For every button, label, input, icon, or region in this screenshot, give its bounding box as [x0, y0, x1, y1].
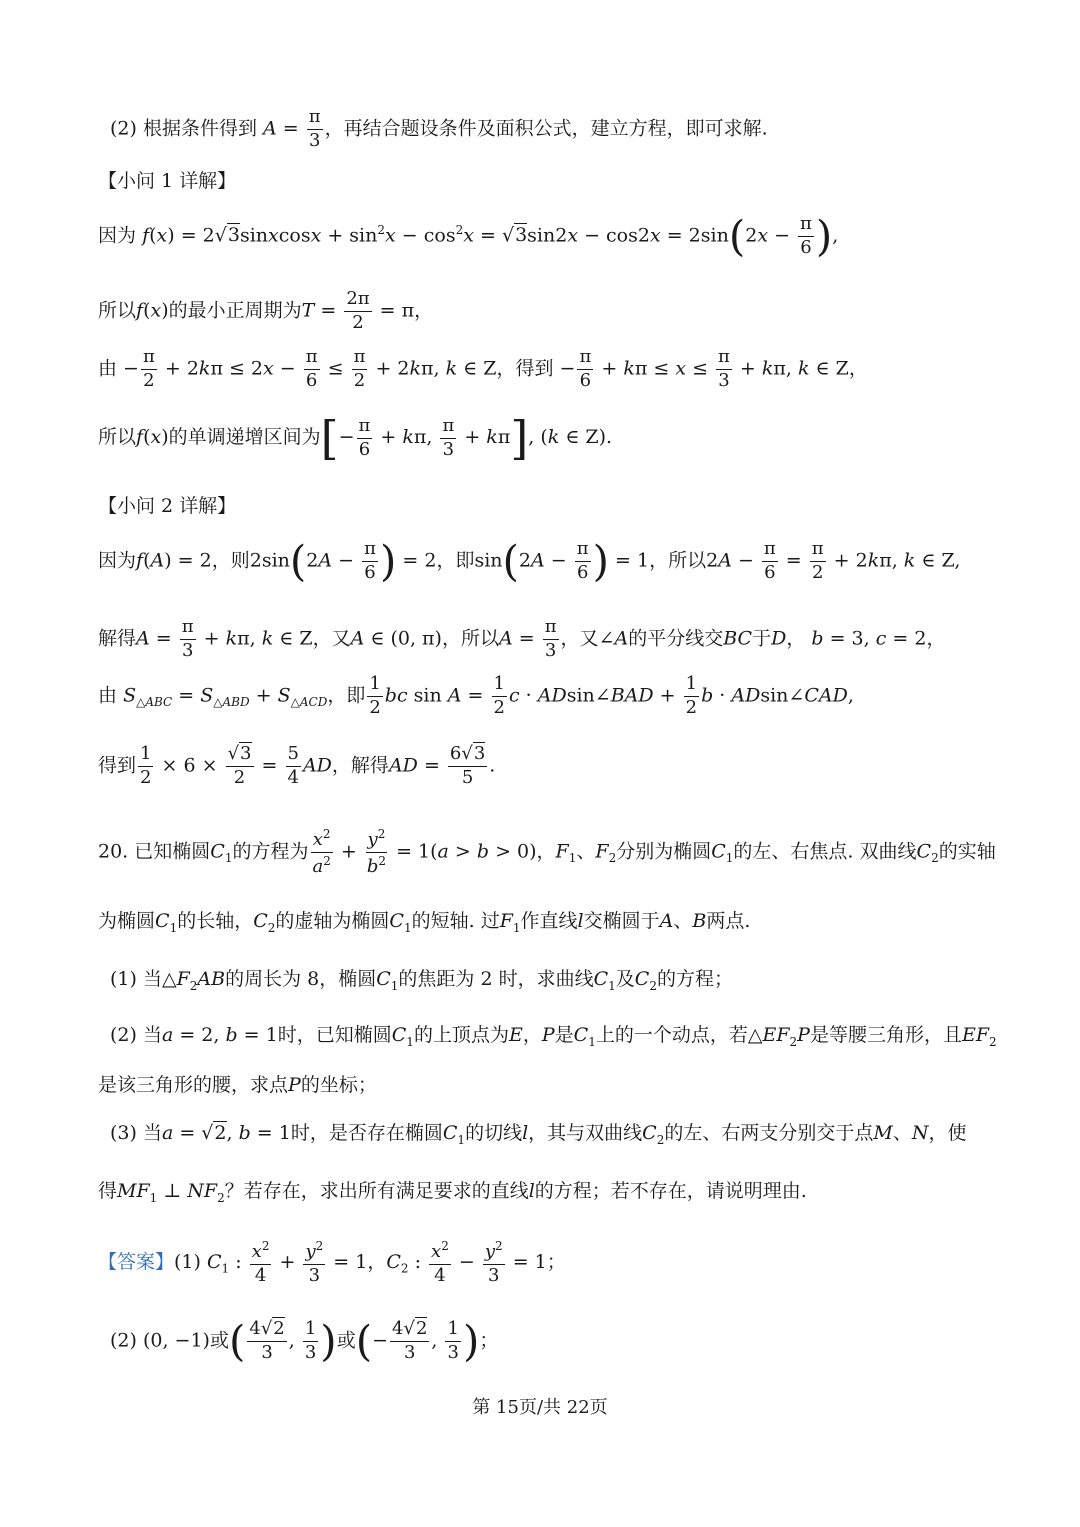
q1-line-2: 所以f(x)的最小正周期为T = $\frac{2\pi}{2}$ = π， — [98, 288, 434, 333]
q2-line-1: 因为f(A) = 2，则2sin(2A − $\frac{\pi}{6}$ ) = 2，即sin(2A − $\frac{\pi}{6}$ ) = 1，所以2A − $\frac{\pi}{6}$ = $\frac{\pi}{2}$ + 2kπ, k ∈ Z, — [98, 536, 961, 586]
q2-line-3: 由 $S_{\triangle ABC} = S_{\triangle ABD} + S_{\triangle ACD}$，即 $\frac{1}{2}$ bc sin A = $\frac{1}{2}$ c · ADsin∠BAD + $\frac{1}{2}$ b · ADsin∠CAD, — [98, 673, 854, 718]
problem-20-line-2: 为椭圆$C_1$的长轴，$C_2$的虚轴为椭圆$C_1$的短轴. 过$F_1$作直线l交椭圆于A、B两点. — [98, 910, 751, 935]
hint-2: (2) 根据条件得到 A = $\frac{\pi}{3}$ ，再结合题设条件及面积公式，建立方程，即可求解. — [110, 106, 768, 151]
problem-20-part-2-cont: 是该三角形的腰，求点P的坐标； — [98, 1074, 377, 1096]
q2-line-2: 解得A = $\frac{\pi}{3}$ + kπ, k ∈ Z，又A ∈ (0, π)，所以A = $\frac{\pi}{3}$ ，又∠A的平分线交BC于D， b = 3, c = 2， — [98, 616, 946, 661]
section-header-q1: 【小问 1 详解】 — [98, 170, 237, 192]
problem-20-part-3: (3) 当a = √2, b = 1时，是否存在椭圆$C_1$的切线l，其与双曲线$C_2$的左、右两支分别交于点M、N，使 — [110, 1122, 967, 1147]
answer-line-1: 【答案】(1) $C_1$ : $\frac{x^2}{4}$ + $\frac{y^2}{3}$ = 1，$C_2$ : $\frac{x^2}{4}$ − $\frac{y^2}{3}$ = 1； — [98, 1239, 566, 1286]
problem-20-part-2: (2) 当a = 2, b = 1时，已知椭圆$C_1$的上顶点为E，P是$C_1$上的一个动点，若$\triangle EF_2P$是等腰三角形，且$EF_2$ — [110, 1024, 997, 1049]
q1-line-3: 由 − $\frac{\pi}{2}$ + 2kπ ≤ 2x − $\frac{\pi}{6}$ ≤ $\frac{\pi}{2}$ + 2kπ, k ∈ Z，得到 − $\frac{\pi}{6}$ + kπ ≤ x ≤ $\frac{\pi}{3}$ + kπ, k ∈ Z， — [98, 346, 868, 391]
problem-20-line-1: 20. 已知椭圆$C_1$的方程为 $\frac{x^2}{a^2}$ + $\frac{y^2}{b^2}$ = 1(a > b > 0)，$F_1$、$F_2$分别为椭圆$C_1$的左、右焦点. 双曲线$C_2$的实轴 — [98, 827, 996, 877]
problem-20-part-1: (1) 当$\triangle F_2AB$的周长为 8，椭圆$C_1$的焦距为 2 时，求曲线$C_1$及$C_2$的方程； — [110, 968, 733, 993]
q1-line-4: 所以f(x)的单调递增区间为[− $\frac{\pi}{6}$ + kπ, $\frac{\pi}{3}$ + kπ], (k ∈ Z). — [98, 411, 613, 465]
section-header-q2: 【小问 2 详解】 — [98, 495, 237, 517]
page-footer: 第 15页/共 22页 — [472, 1397, 608, 1418]
answer-tag: 【答案】 — [98, 1250, 175, 1273]
problem-20-part-3-cont: 得$MF_1$ ⊥ $NF_2$？若存在，求出所有满足要求的直线l的方程；若不存在，请说明理由. — [98, 1180, 807, 1205]
q2-line-4: 得到 $\frac{1}{2}$ × 6 × $\frac{√3}{2}$ = $\frac{5}{4}$ AD，解得AD = $\frac{6√3}{5}$ . — [98, 743, 496, 788]
answer-line-2: (2) (0, −1)或( $\frac{4√2}{3}$ , $\frac{1}{3}$ )或(− $\frac{4√2}{3}$ , $\frac{1}{3}$ )； — [110, 1316, 499, 1366]
q1-line-1: 因为 f(x) = 2√3sinxcosx + $\sin^2x - \cos^2x = √3\sin 2x - \cos 2x = 2\sin(2x$ − $\frac{\pi}{6}$ ), — [98, 211, 839, 261]
